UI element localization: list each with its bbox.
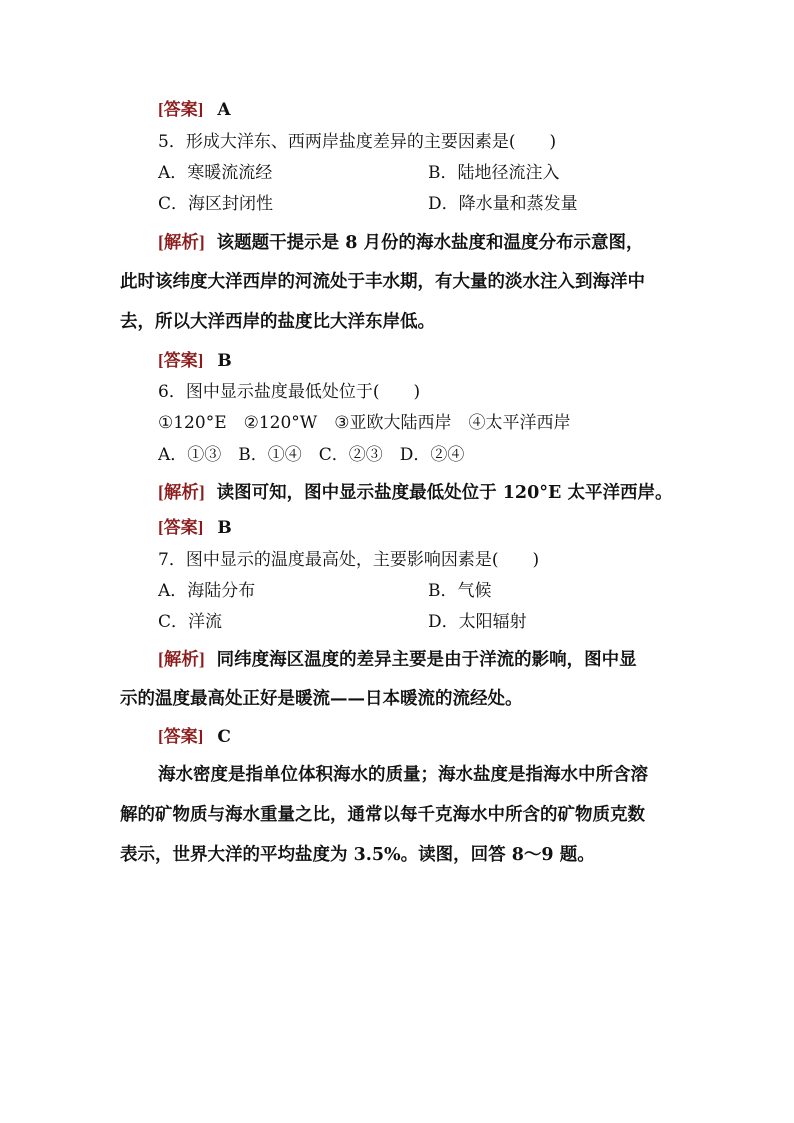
q7-stem: 7．图中显示的温度最高处，主要影响因素是( ): [158, 550, 540, 570]
q7-option-c: C．洋流: [158, 612, 223, 632]
intro-line-2: 解的矿物质与海水重量之比，通常以每千克海水中所含的矿物质克数: [120, 805, 645, 825]
q5-option-b: B．陆地径流注入: [428, 163, 560, 183]
q5-answer: B: [217, 351, 232, 371]
q5-stem: 5．形成大洋东、西两岸盐度差异的主要因素是( ): [158, 132, 557, 152]
q6-answer-line: [158, 516, 232, 540]
q6-stem: 6．图中显示盐度最低处位于( ): [158, 382, 421, 402]
answer-tag: [答案]: [158, 351, 204, 370]
q7-analysis-line-2: 示的温度最高处正好是暖流——日本暖流的流经处。: [120, 689, 523, 709]
q5-analysis-line-2: 此时该纬度大洋西岸的河流处于丰水期，有大量的淡水注入到海洋中: [120, 272, 645, 292]
q5-option-d: D．降水量和蒸发量: [428, 194, 578, 214]
q4-answer-line: [158, 98, 231, 122]
q4-answer: A: [217, 100, 231, 120]
q6-items: ①120°E ②120°W ③亚欧大陆西岸 ④太平洋西岸: [158, 413, 571, 433]
q7-option-d: D．太阳辐射: [428, 612, 527, 632]
intro-line-3: 表示，世界大洋的平均盐度为 3.5%。读图，回答 8～9 题。: [120, 845, 595, 865]
analysis-tag: [解析]: [158, 482, 205, 502]
answer-tag: [答案]: [158, 100, 204, 119]
q7-option-b: B．气候: [428, 581, 492, 601]
q5-analysis-line-1: [解析] 该题题干提示是 8 月份的海水盐度和温度分布示意图，: [158, 232, 644, 253]
q6-choices: A．①③ B．①④ C．②③ D．②④: [158, 445, 465, 465]
q5-option-a: A．寒暖流流经: [158, 163, 273, 183]
q6-answer: B: [217, 518, 232, 538]
analysis-tag: [解析]: [158, 232, 205, 252]
q5-answer-line: [158, 349, 232, 373]
answer-tag: [答案]: [158, 727, 204, 746]
answer-tag: [答案]: [158, 518, 204, 537]
q7-answer-line: [158, 725, 231, 749]
q7-option-a: A．海陆分布: [158, 581, 256, 601]
analysis-tag: [解析]: [158, 649, 205, 669]
q7-answer: C: [217, 727, 231, 747]
q7-analysis-line-1: [解析] 同纬度海区温度的差异主要是由于洋流的影响，图中显: [158, 649, 637, 670]
intro-line-1: 海水密度是指单位体积海水的质量；海水盐度是指海水中所含溶: [158, 765, 648, 785]
q5-analysis-line-3: 去，所以大洋西岸的盐度比大洋东岸低。: [120, 312, 435, 332]
q6-analysis: [解析] 读图可知，图中显示盐度最低处位于 120°E 太平洋西岸。: [158, 482, 673, 503]
q5-option-c: C．海区封闭性: [158, 194, 274, 214]
